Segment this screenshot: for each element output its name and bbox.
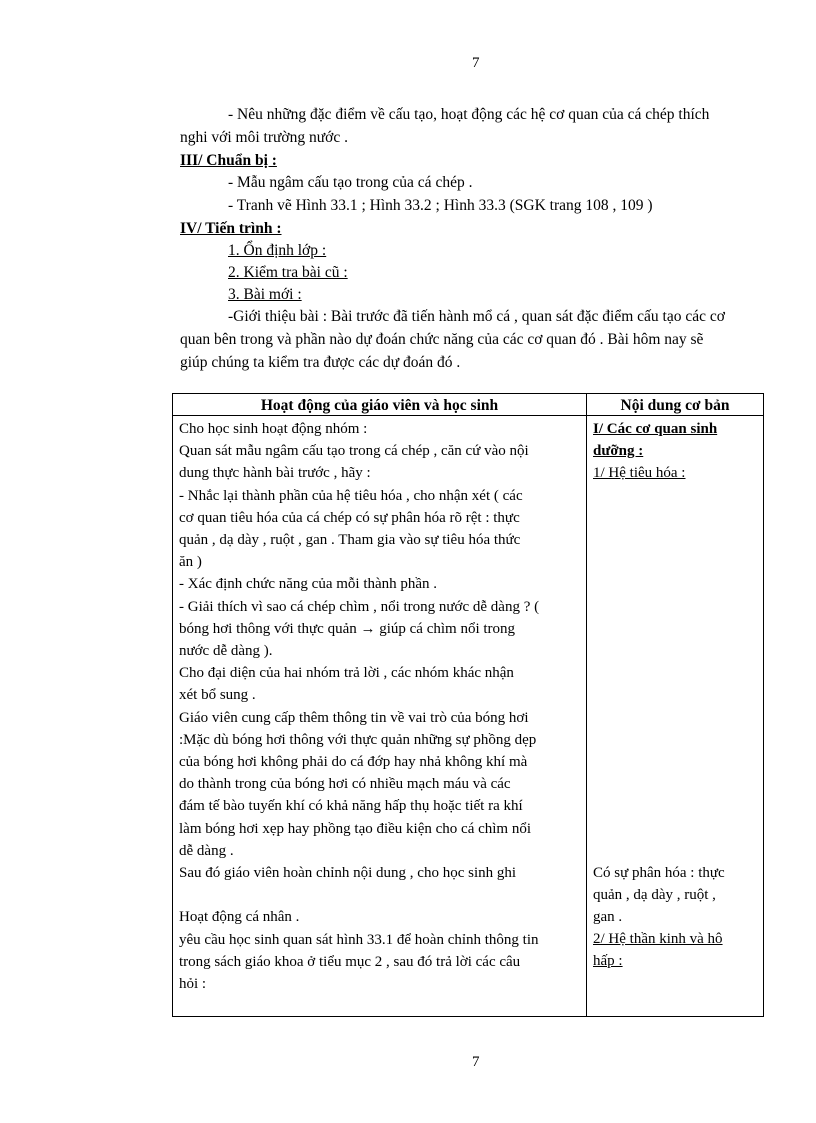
activity-line: cơ quan tiêu hóa của cá chép có sự phân hóa rõ rệt : thực <box>179 509 520 526</box>
page-number-top: 7 <box>472 55 480 71</box>
activity-line: làm bóng hơi xẹp hay phồng tạo điều kiện cho cá chìm nổi <box>179 820 532 837</box>
section-title-vegetative-organs: I/ Các cơ quan sinh <box>593 421 718 437</box>
activity-line: - Giải thích vì sao cá chép chìm , nổi trong nước dễ dàng ? ( <box>179 598 540 615</box>
activity-line: xét bổ sung . <box>179 687 256 704</box>
summary-line: quản , dạ dày , ruột , <box>593 886 716 903</box>
prep-item-1: - Mẫu ngâm cấu tạo trong của cá chép . <box>228 174 473 191</box>
header-teacher-student-activity: Hoạt động của giáo viên và học sinh <box>173 394 587 416</box>
activity-line: Cho học sinh hoạt động nhóm : <box>179 421 368 437</box>
header-basic-content: Nội dung cơ bản <box>587 394 764 416</box>
activity-line: Quan sát mẫu ngâm cấu tạo trong cá chép , căn cứ vào nội <box>179 443 529 460</box>
section-heading-preparation: III/ Chuẩn bị : <box>180 152 277 169</box>
activity-line: do thành trong của bóng hơi có nhiều mạch máu và các <box>179 776 511 793</box>
activity-line: dễ dàng . <box>179 842 234 859</box>
lesson-activity-table <box>172 393 764 1017</box>
activity-line: của bóng hơi không phải do cá đớp hay nhả không khí mà <box>179 754 528 771</box>
page-number-bottom: 7 <box>472 1054 480 1070</box>
lesson-intro-line-2: quan bên trong và phần nào dự đoán chức năng của các cơ quan đó . Bài hôm nay sẽ <box>180 331 704 348</box>
activity-line: - Xác định chức năng của mỗi thành phần . <box>179 576 438 593</box>
activity-line: Cho đại diện của hai nhóm trả lời , các nhóm khác nhận <box>179 665 514 682</box>
step-3: 3. Bài mới : <box>228 286 302 303</box>
subheading-nervous-respiratory-cont: hấp : <box>593 953 623 970</box>
activity-line: bóng hơi thông với thực quản → giúp cá chìm nổi trong <box>179 620 516 637</box>
activity-line: trong sách giáo khoa ở tiểu mục 2 , sau đó trả lời các câu <box>179 953 521 970</box>
activity-line: - Nhắc lại thành phần của hệ tiêu hóa , cho nhận xét ( các <box>179 487 523 504</box>
activity-line: đám tế bào tuyến khí có khả năng hấp thụ hoặc tiết ra khí <box>179 798 523 815</box>
activity-line: dung thực hành bài trước , hãy : <box>179 465 371 482</box>
summary-line: gan . <box>593 909 623 926</box>
activity-line: hỏi : <box>179 976 207 993</box>
activity-line: quản , dạ dày , ruột , gan . Tham gia vào sự tiêu hóa thức <box>179 532 521 549</box>
content-cell <box>587 416 764 1017</box>
subheading-digestive-system: 1/ Hệ tiêu hóa : <box>593 465 686 482</box>
spacer <box>593 485 757 862</box>
step-1: 1. Ổn định lớp : <box>228 242 327 259</box>
objective-line-2: nghi với môi trường nước . <box>180 129 348 146</box>
activity-line: Hoạt động cá nhân . <box>179 909 300 926</box>
activity-line: Giáo viên cung cấp thêm thông tin về vai trò của bóng hơi <box>179 709 529 726</box>
subheading-nervous-respiratory: 2/ Hệ thần kinh và hô <box>593 931 723 948</box>
summary-line: Có sự phân hóa : thực <box>593 864 725 881</box>
lesson-intro-line-3: giúp chúng ta kiểm tra được các dự đoán đó . <box>180 354 461 371</box>
activity-line: yêu cầu học sinh quan sát hình 33.1 để hoàn chỉnh thông tin <box>179 931 539 948</box>
table-header-row <box>173 394 764 416</box>
blank-line <box>179 884 580 906</box>
activity-line: ăn ) <box>179 554 202 571</box>
section-title-vegetative-organs-cont: dưỡng : <box>593 443 644 460</box>
activity-cell <box>173 416 587 1017</box>
step-2: 2. Kiểm tra bài cũ : <box>228 264 348 281</box>
prep-item-2: - Tranh vẽ Hình 33.1 ; Hình 33.2 ; Hình 33.3 (SGK trang 108 , 109 ) <box>228 197 653 214</box>
activity-line: Sau đó giáo viên hoàn chỉnh nội dung , cho học sinh ghi <box>179 865 517 882</box>
lesson-intro-line-1: -Giới thiệu bài : Bài trước đã tiến hành mổ cá , quan sát đặc điểm cấu tạo các cơ <box>228 308 725 325</box>
activity-line: :Mặc dù bóng hơi thông với thực quản những sự phồng dẹp <box>179 731 537 748</box>
section-heading-procedure: IV/ Tiến trình : <box>180 220 282 237</box>
objective-line-1: - Nêu những đặc điểm về cấu tạo, hoạt động các hệ cơ quan của cá chép thích <box>228 106 710 123</box>
table-row <box>173 416 764 1017</box>
activity-line: nước dễ dàng ). <box>179 643 273 660</box>
